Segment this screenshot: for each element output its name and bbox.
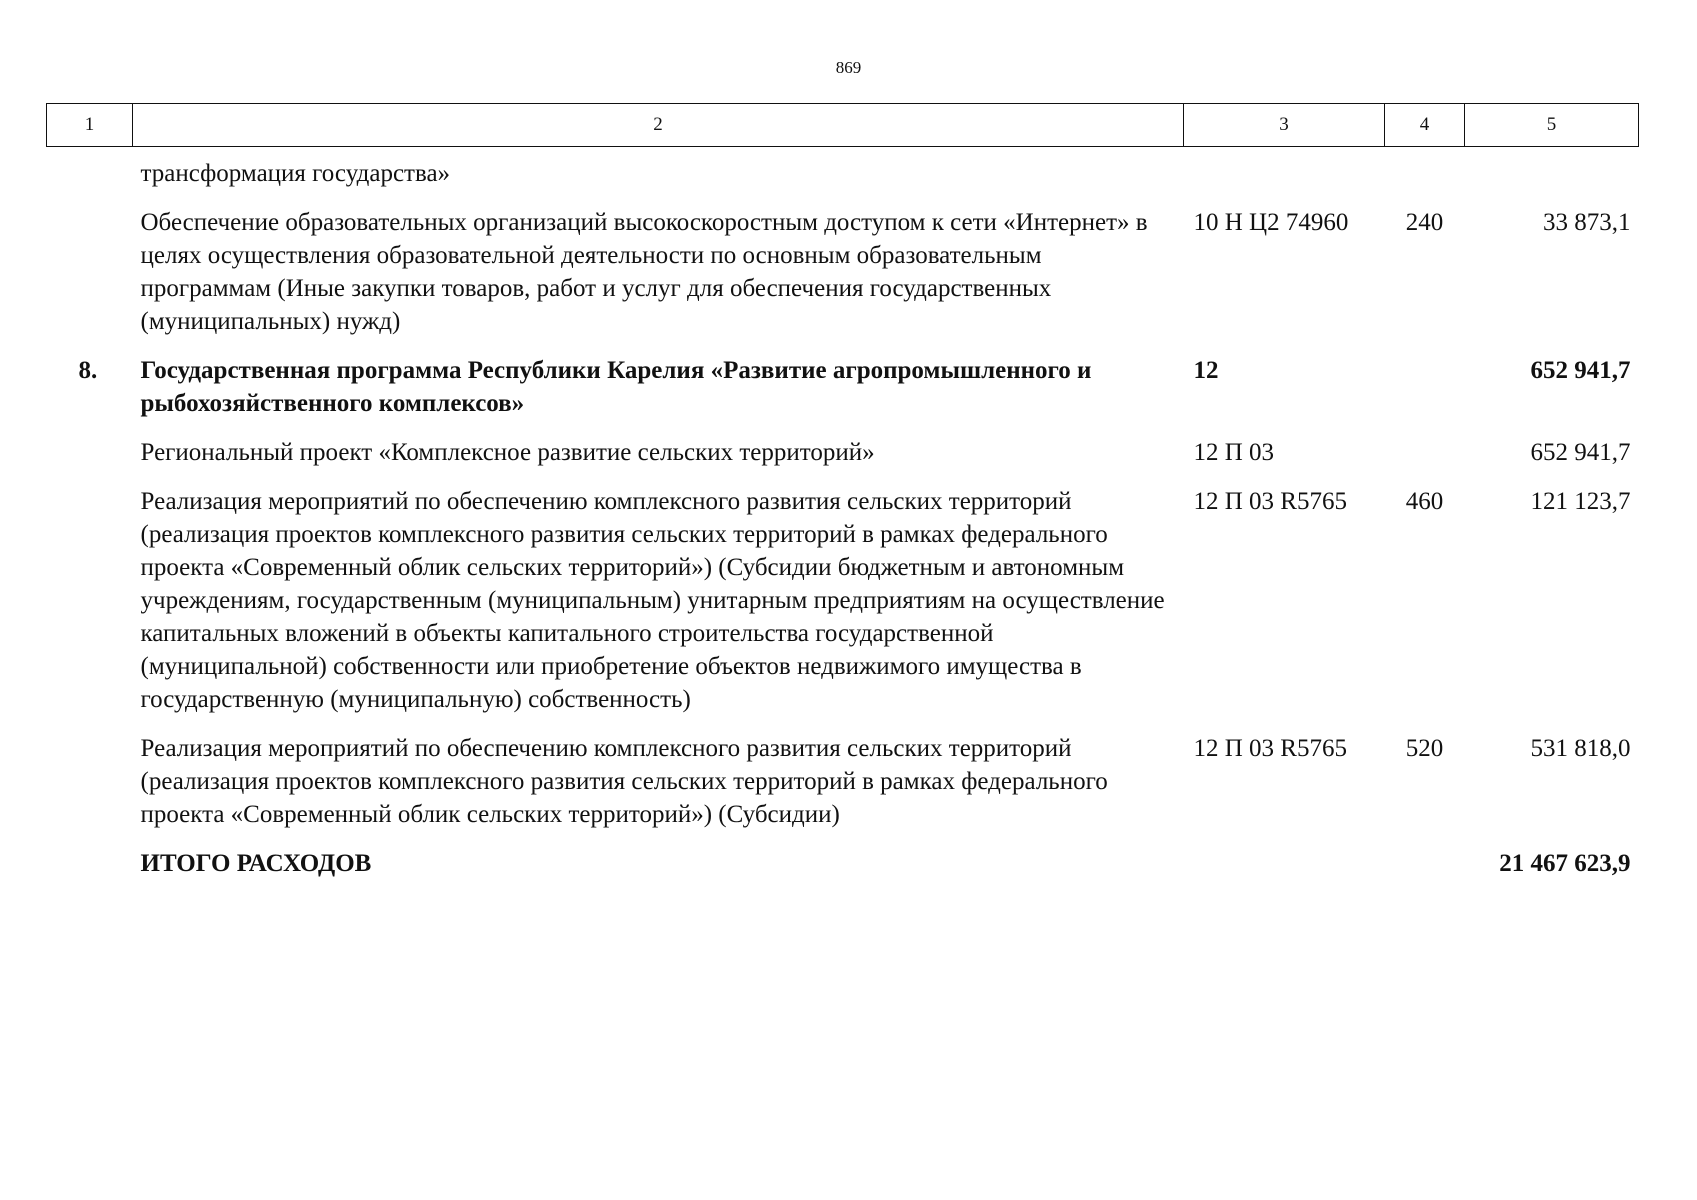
row-code: 12 П 03 (1193, 439, 1275, 466)
row-number (47, 147, 133, 207)
row-description: Государственная программа Республики Карелия «Развитие агропромышленного и рыбохозяйственного комплексов» (140, 357, 1092, 417)
row-expense-type (1385, 436, 1465, 485)
column-header-4: 4 (1385, 104, 1465, 147)
row-amount: 652 941,7 (1530, 357, 1631, 384)
row-code: 12 (1193, 357, 1219, 384)
table-row-total (47, 847, 1639, 896)
row-expense-type: 460 (1405, 488, 1444, 515)
row-code (1184, 847, 1385, 896)
row-code: 10 Н Ц2 74960 (1193, 209, 1349, 236)
row-number (47, 436, 133, 485)
row-amount: 33 873,1 (1543, 209, 1631, 236)
row-number (47, 206, 133, 354)
row-expense-type: 520 (1405, 735, 1444, 762)
table-row (47, 485, 1639, 732)
row-description: Региональный проект «Комплексное развитие сельских территорий» (140, 439, 875, 466)
row-code: 12 П 03 R5765 (1193, 735, 1347, 762)
row-amount: 121 123,7 (1530, 488, 1631, 515)
row-number (47, 732, 133, 847)
row-number (47, 485, 133, 732)
page-number: 869 (835, 58, 862, 77)
row-amount (1465, 147, 1639, 207)
row-amount: 652 941,7 (1530, 439, 1631, 466)
row-number (47, 847, 133, 896)
column-header-5: 5 (1465, 104, 1639, 147)
table-header-row (47, 104, 1639, 147)
row-description: Реализация мероприятий по обеспечению комплексного развития сельских территорий (реализация проектов комплексного развития сельских территорий в рамках федерального проекта «Современный облик сельских территорий») (Субсидии бюджетным и автономным учреждениям, государственным (муниципальным) унитарным предприятиям на осуществление капитальных вложений в объекты капитального строительства государственной (муниципальной) собственности или приобретение объектов недвижимого имущества в государственную (муниципальную) собственность) (140, 488, 1165, 713)
table-row-program (47, 354, 1639, 436)
column-header-3: 3 (1184, 104, 1385, 147)
budget-table (46, 103, 1639, 896)
row-code: 12 П 03 R5765 (1193, 488, 1347, 515)
row-expense-type: 240 (1405, 209, 1444, 236)
row-description: Реализация мероприятий по обеспечению комплексного развития сельских территорий (реализация проектов комплексного развития сельских территорий в рамках федерального проекта «Современный облик сельских территорий») (Субсидии) (140, 735, 1108, 828)
row-description: Обеспечение образовательных организаций высокоскоростным доступом к сети «Интернет» в целях осуществления образовательной деятельности по основным образовательным программам (Иные закупки товаров, работ и услуг для обеспечения государственных (муниципальных) нужд) (140, 209, 1148, 335)
table-row (47, 732, 1639, 847)
row-number: 8. (78, 357, 98, 384)
column-header-1: 1 (47, 104, 133, 147)
column-header-2: 2 (133, 104, 1184, 147)
row-code (1184, 147, 1385, 207)
table-row (47, 206, 1639, 354)
table-row (47, 436, 1639, 485)
row-expense-type (1385, 147, 1465, 207)
total-label: ИТОГО РАСХОДОВ (140, 850, 372, 877)
total-amount: 21 467 623,9 (1499, 850, 1631, 877)
row-expense-type (1385, 354, 1465, 436)
table-row (47, 147, 1639, 207)
row-description: трансформация государства» (140, 160, 451, 187)
row-expense-type (1385, 847, 1465, 896)
row-amount: 531 818,0 (1530, 735, 1631, 762)
